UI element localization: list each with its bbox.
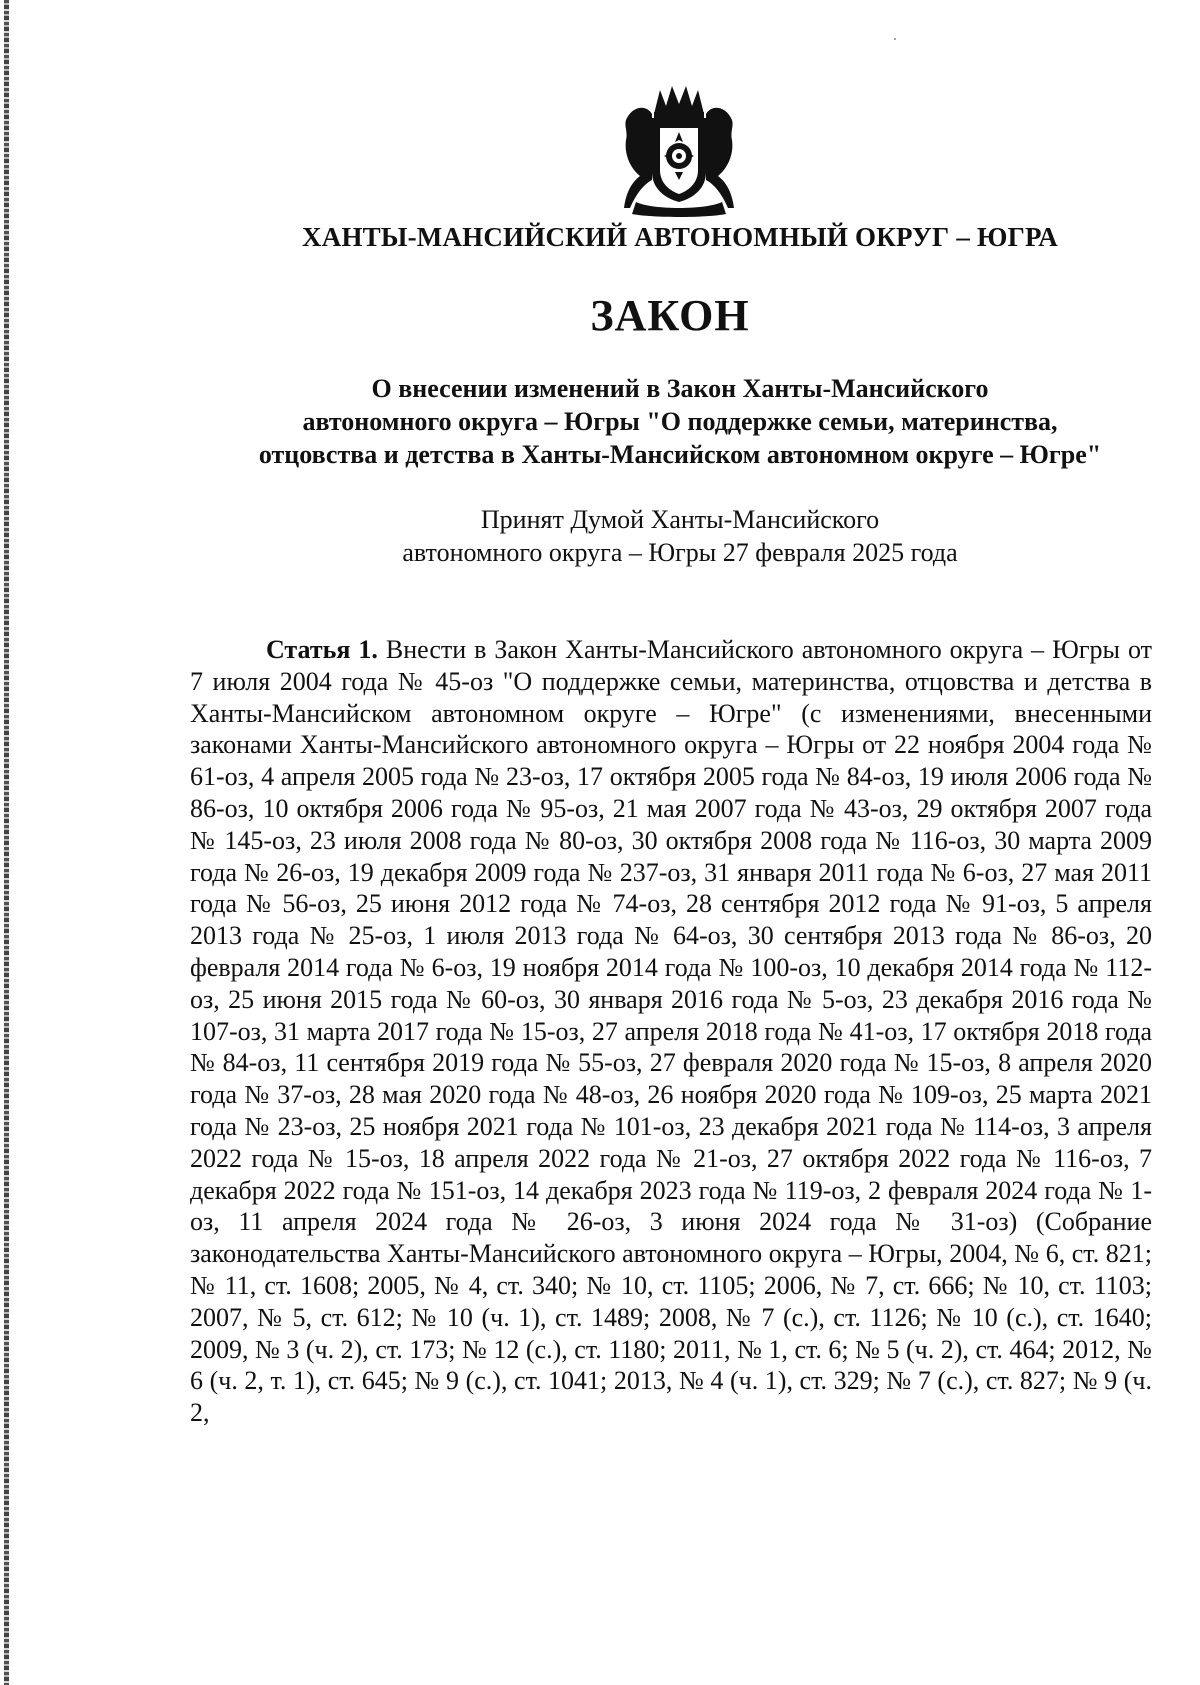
scan-dot (894, 38, 896, 40)
article-1 (190, 634, 1152, 1429)
heading-line: отцовства и детства в Ханты-Мансийском автономном округе – Югре" (258, 440, 1102, 469)
adoption-line: автономного округа – Югры 27 февраля 2025 года (402, 538, 958, 567)
coat-of-arms-emblem (622, 84, 736, 218)
adoption-note (180, 503, 1180, 569)
document-heading (180, 372, 1180, 471)
adoption-line: Принят Думой Ханты-Мансийского (480, 505, 880, 534)
document-type-title: ЗАКОН (590, 291, 750, 340)
heading-line: автономного округа – Югры "О поддержке семьи, материнства, (302, 407, 1058, 436)
region-title: ХАНТЫ-МАНСИЙСКИЙ АВТОНОМНЫЙ ОКРУГ – ЮГРА (302, 222, 1058, 252)
article-text: Внести в Закон Ханты-Мансийского автономного округа – Югры от 7 июля 2004 года № 45-оз "О поддержке семьи, материнства, отцовства и детства в Ханты-Мансийском автономном округе – Югре" (с изменениями, внесенными законами Ханты-Мансийского автономного округа – Югры от 22 ноября 2004 года № 61-оз, 4 апреля 2005 года № 23-оз, 17 октября 2005 года № 84-оз, 19 июля 2006 года № 86-оз, 10 октября 2006 года № 95-оз, 21 мая 2007 года № 43-оз, 29 октября 2007 года № 145-оз, 23 июля 2008 года № 80-оз, 30 октября 2008 года № 116-оз, 30 марта 2009 года № 26-оз, 19 декабря 2009 года № 237-оз, 31 января 2011 года № 6-оз, 27 мая 2011 года № 56-оз, 25 июня 2012 года № 74-оз, 28 сентября 2012 года № 91-оз, 5 апреля 2013 года № 25-оз, 1 июля 2013 года № 64-оз, 30 сентября 2013 года № 86-оз, 20 февраля 2014 года № 6-оз, 19 ноября 2014 года № 100-оз, 10 декабря 2014 года № 112-оз, 25 июня 2015 года № 60-оз, 30 января 2016 года № 5-оз, 23 декабря 2016 года № 107-оз, 31 марта 2017 года № 15-оз, 27 апреля 2018 года № 41-оз, 17 октября 2018 года № 84-оз, 11 сентября 2019 года № 55-оз, 27 февраля 2020 года № 15-оз, 8 апреля 2020 года № 37-оз, 28 мая 2020 года № 48-оз, 26 ноября 2020 года № 109-оз, 25 марта 2021 года № 23-оз, 25 ноября 2021 года № 101-оз, 23 декабря 2021 года № 114-оз, 3 апреля 2022 года № 15-оз, 18 апреля 2022 года № 21-оз, 27 октября 2022 года № 116-оз, 7 декабря 2022 года № 151-оз, 14 декабря 2023 года № 119-оз, 2 февраля 2024 года № 1-оз, 11 апреля 2024 года № 26-оз, 3 июня 2024 года № 31-оз) (Собрание законодательства Ханты-Мансийского автономного округа – Югры, 2004, № 6, ст. 821; № 11, ст. 1608; 2005, № 4, ст. 340; № 10, ст. 1105; 2006, № 7, ст. 666; № 10, ст. 1103; 2007, № 5, ст. 612; № 10 (ч. 1), ст. 1489; 2008, № 7 (с.), ст. 1126; № 10 (с.), ст. 1640; 2009, № 3 (ч. 2), ст. 173; № 12 (с.), ст. 1180; 2011, № 1, ст. 6; № 5 (ч. 2), ст. 464; 2012, № 6 (ч. 2, т. 1), ст. 645; № 9 (с.), ст. 1041; 2013, № 4 (ч. 1), ст. 329; № 7 (с.), ст. 827; № 9 (ч. 2, (190, 635, 1152, 1428)
heading-line: О внесении изменений в Закон Ханты-Мансийского (371, 374, 989, 403)
article-label: Статья 1. (266, 635, 378, 664)
